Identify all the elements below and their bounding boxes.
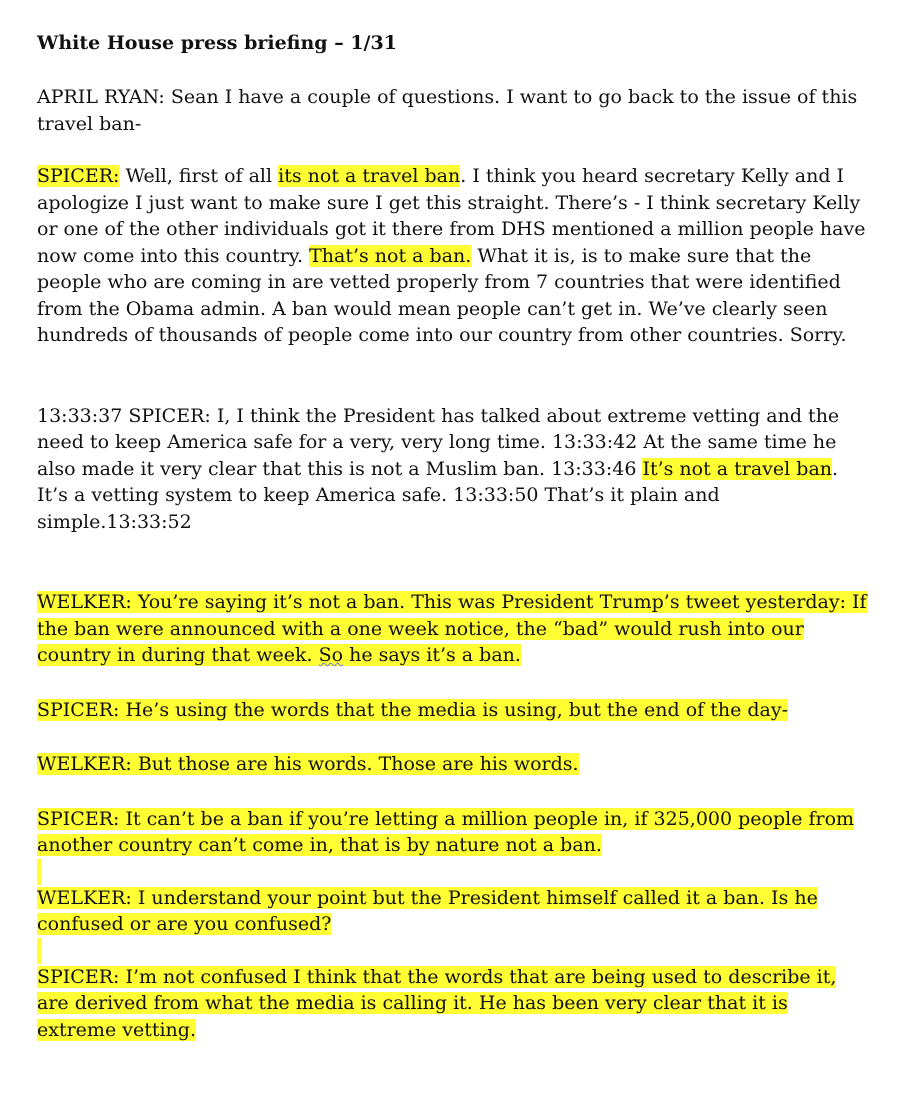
highlighted-phrase: That’s not a ban. <box>309 244 472 267</box>
text-segment: Well, first of all <box>119 165 279 187</box>
text-segment: WELKER: You’re saying it’s not a ban. This was President Trump’s tweet yesterday: If the ban were announced with a one week notice, the “bad” would rush into our country in during that week. <box>37 591 867 666</box>
paragraph-spicer-5 <box>37 964 867 1044</box>
highlighted-phrase: its not a travel ban <box>278 165 461 187</box>
paragraph-gap <box>37 669 867 697</box>
paragraph-gap <box>37 778 867 806</box>
highlighted-text: WELKER: But those are his words. Those are his words. <box>37 753 579 775</box>
text-segment: What it is, is to make sure that the people who are coming in are vetted properly from 7 countries that were identified from the Obama admin. A ban would mean people can’t get in. We’ve clearly seen hundreds of thousands of people come into our country from other countries. Sorry. <box>37 244 847 346</box>
paragraph-spicer-2 <box>37 403 867 536</box>
paragraph-spicer-1 <box>37 163 867 349</box>
highlighted-text: SPICER: He’s using the words that the media is using, but the end of the day- <box>37 698 789 721</box>
text-segment: . It’s a vetting system to keep America safe. 13:33:50 That’s it plain and simple.13:33:52 <box>37 457 839 533</box>
paragraph-gap <box>37 723 867 751</box>
text-segment: . I think you heard secretary Kelly and I apologize I just want to make sure I get this straight. There’s - I think secretary Kelly or one of the other individuals got it there from DHS mentioned a million people have now come into this country. <box>37 165 866 267</box>
text-segment: he says it’s a ban. <box>343 644 521 666</box>
paragraph-gap <box>37 137 867 163</box>
highlighted-text: SPICER: It can’t be a ban if you’re letting a million people in, if 325,000 people from another country can’t come in, that is by nature not a ban. <box>37 807 855 856</box>
highlighted-phrase: It’s not a travel ban <box>642 457 833 480</box>
speaker-highlight: SPICER: <box>37 165 120 187</box>
highlighted-text: SPICER: I’m not confused I think that the words that are being used to describe it, are derived from what the media is calling it. He has been very clear that it is extreme vetting. <box>37 965 837 1041</box>
document-title: White House press briefing – 1/31 <box>37 32 397 54</box>
paragraph-spicer-4 <box>37 806 867 859</box>
paragraph-gap <box>37 349 867 403</box>
paragraph-gap <box>37 535 867 589</box>
paragraph-welker-2 <box>37 751 867 778</box>
highlighted-text: WELKER: I understand your point but the President himself called it a ban. Is he confused or are you confused? <box>37 886 818 935</box>
paragraph-welker-3 <box>37 885 867 938</box>
highlight-marker <box>37 938 41 964</box>
paragraph-spicer-3 <box>37 697 867 724</box>
text-segment: 13:33:37 SPICER: I, I think the President has talked about extreme vetting and the need to keep America safe for a very, very long time. 13:33:42 At the same time he also made it very clear that this is not a Muslim ban. 13:33:46 <box>37 404 840 480</box>
briefing-document <box>37 30 867 1043</box>
paragraph-april-ryan: APRIL RYAN: Sean I have a couple of questions. I want to go back to the issue of this travel ban- <box>37 86 858 135</box>
highlight-marker <box>37 859 41 885</box>
spellcheck-word: So <box>318 644 344 666</box>
highlighted-text <box>37 591 867 666</box>
paragraph-welker-1 <box>37 589 867 669</box>
